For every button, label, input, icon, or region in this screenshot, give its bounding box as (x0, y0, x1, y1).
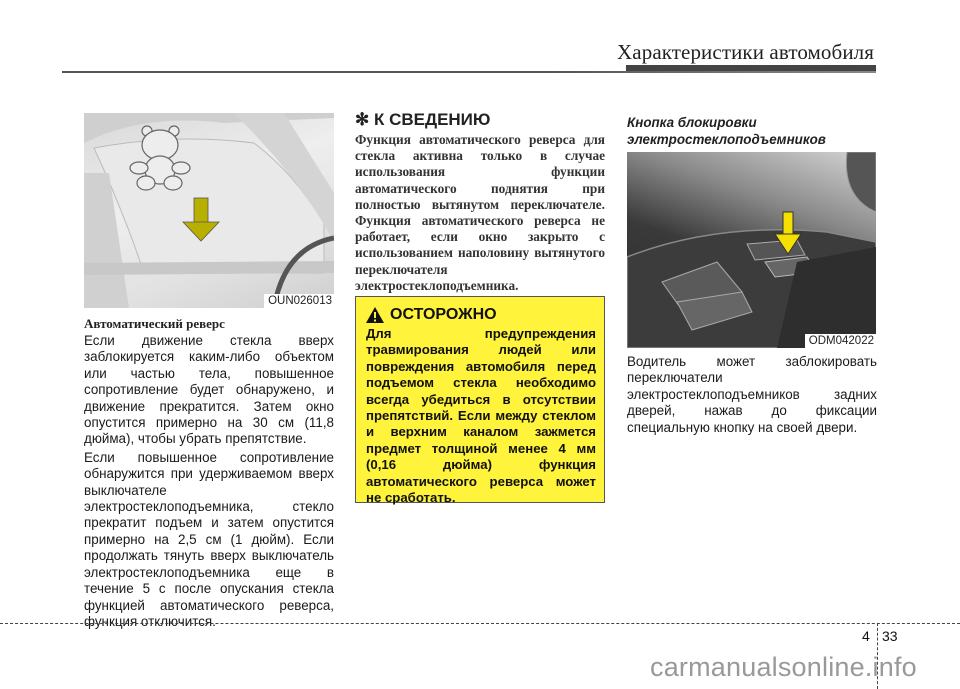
figure-lock-button (627, 152, 876, 348)
page-number: 33 (882, 628, 898, 644)
warning-body: Для предупреждения травмирования людей или повреждения автомобиля перед подъемом стекла необходимо всегда убедиться в отсутствии препятствий. Если между стеклом и верхним каналом зажмется предмет толщиной менее 4 мм (0,16 дюйма) функция автоматического реверса может не сработать. (366, 326, 596, 506)
paragraph: Если повышенное сопротивление обнаружится при удерживаемом вверх выключателе электростеклоподъемника, стекло прекратит подъем и затем опустится примерно на 2,5 см (1 дюйм). Если продолжать тянуть вверх выключатель электростеклоподъемника еще в течение 5 с после опускания стекла функцией автоматического реверса, функция отключится. (84, 449, 334, 629)
section-title-lock-button: Кнопка блокировки электростеклоподъемников (627, 115, 826, 147)
auto-reverse-body (84, 333, 334, 632)
header-rule (62, 71, 876, 73)
note-heading: ✻ К СВЕДЕНИЮ (355, 110, 491, 129)
chapter-number: 4 (862, 628, 870, 644)
door-switch-illustration (627, 152, 876, 348)
section-header-title: Характеристики автомобиля (617, 40, 874, 64)
warning-heading: ОСТОРОЖНО (366, 306, 596, 324)
header-rule-accent (626, 65, 876, 71)
note-body: Функция автоматического реверса для стекла активна только в случае использования функции автоматического поднятия при полностью вытянутом переключателе. Функция автоматического реверса не работает, если окно закрыто с использованием наполовину вытянутого переключателя электростеклоподъемника. (355, 132, 605, 293)
window-illustration (84, 113, 334, 308)
section-title-auto-reverse: Автоматический реверс (84, 316, 225, 331)
footer-divider (0, 623, 960, 624)
lock-button-body (627, 354, 877, 438)
figure-code: ODM042022 (805, 334, 876, 348)
figure-code: OUN026013 (264, 294, 334, 308)
watermark: carmanualsonline.info (650, 652, 917, 682)
paragraph: Водитель может заблокировать переключатели электростеклоподъемников задних дверей, нажав до фиксации специальную кнопку на своей двери. (627, 354, 877, 435)
paragraph: Если движение стекла вверх заблокируется каким-либо объектом или частью тела, повышенное сопротивление будет обнаружено, и движение прекратится. Затем окно опустится примерно на 30 см (11,8 дюйма), чтобы убрать препятствие. (84, 333, 334, 447)
warning-box (355, 296, 605, 506)
asterisk-icon: ✻ (355, 110, 374, 129)
warning-triangle-icon (366, 307, 384, 323)
figure-window-reverse (84, 113, 334, 308)
